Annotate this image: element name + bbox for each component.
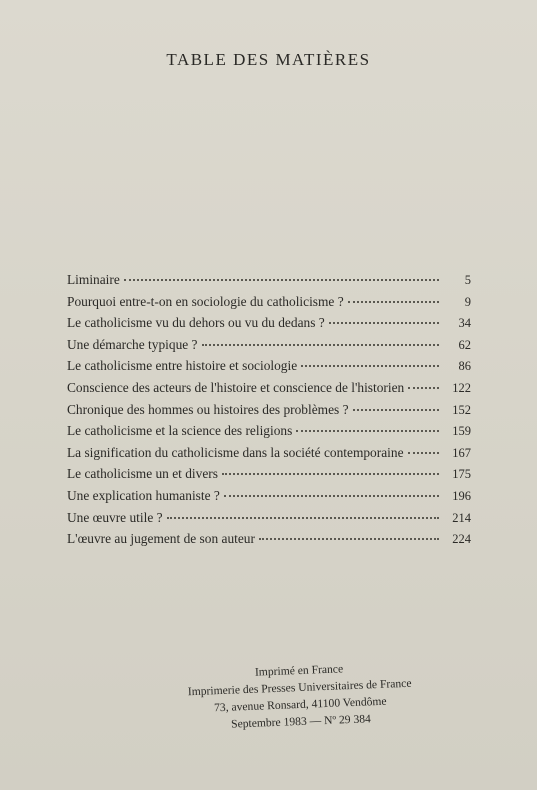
colophon-date-number: Septembre 1983 — Nº 29 384: [230, 712, 372, 731]
toc-entry: [67, 488, 471, 510]
toc-entry: [67, 315, 471, 337]
toc-entry-page: 175: [452, 467, 471, 482]
toc-leader-dots: [329, 322, 439, 324]
toc-entry-label: L'œuvre au jugement de son auteur: [67, 531, 255, 547]
toc-entry-label: Le catholicisme vu du dehors ou vu du dedans ?: [67, 315, 325, 331]
toc-entry-page: 224: [452, 532, 471, 547]
toc-entry-page: 167: [452, 445, 471, 460]
toc-entry-page: 34: [458, 316, 471, 331]
toc-entry-page: 5: [464, 273, 471, 287]
toc-entry: [67, 423, 471, 445]
toc-entry-label: Le catholicisme et la science des religions: [67, 423, 293, 439]
toc-leader-dots: [353, 409, 439, 411]
printer-colophon: [159, 657, 441, 736]
toc-entry-label: Pourquoi entre-t-on en sociologie du catholicisme ?: [67, 293, 344, 309]
toc-leader-dots: [408, 387, 439, 389]
toc-entry-label: Le catholicisme entre histoire et sociologie: [67, 358, 298, 374]
toc-entry-label: La signification du catholicisme dans la société contemporaine: [67, 444, 404, 460]
toc-entry-label: Une démarche typique ?: [67, 336, 198, 352]
toc-entry: [67, 272, 471, 294]
toc-entry-label: Liminaire: [67, 272, 120, 287]
colophon-printed-in: Imprimé en France: [254, 662, 344, 679]
toc-leader-dots: [224, 495, 439, 497]
toc-leader-dots: [296, 430, 439, 432]
page-title: TABLE DES MATIÈRES: [166, 50, 371, 69]
toc-leader-dots: [301, 365, 439, 367]
toc-entry-page: 62: [458, 337, 471, 352]
toc-leader-dots: [259, 538, 439, 540]
toc-entry-page: 214: [452, 510, 471, 525]
toc-entry: [67, 358, 471, 380]
toc-entry: [67, 337, 471, 359]
toc-leader-dots: [348, 301, 439, 303]
colophon-printer: Imprimerie des Presses Universitaires de France: [187, 676, 412, 699]
toc-entry-page: 196: [452, 488, 471, 503]
table-of-contents: [67, 272, 471, 553]
toc-entry-label: Une œuvre utile ?: [67, 509, 163, 525]
toc-entry: [67, 510, 471, 532]
toc-entry-page: 9: [464, 294, 471, 309]
toc-entry-page: 122: [452, 380, 471, 395]
toc-entry: [67, 294, 471, 316]
toc-leader-dots: [124, 279, 439, 281]
toc-entry-page: 159: [452, 424, 471, 439]
toc-leader-dots: [202, 344, 440, 346]
toc-entry-page: 152: [452, 402, 471, 417]
toc-leader-dots: [167, 517, 439, 519]
toc-entry: [67, 445, 471, 467]
toc-entry-page: 86: [458, 359, 471, 374]
toc-entry: [67, 402, 471, 424]
toc-entry-label: Chronique des hommes ou histoires des problèmes ?: [67, 401, 349, 417]
toc-entry-label: Une explication humaniste ?: [67, 487, 220, 503]
toc-entry-label: Le catholicisme un et divers: [67, 466, 218, 482]
colophon-address: 73, avenue Ronsard, 41100 Vendôme: [213, 694, 387, 715]
toc-leader-dots: [222, 473, 439, 475]
toc-entry: [67, 531, 471, 553]
toc-entry-label: Conscience des acteurs de l'histoire et conscience de l'historien: [67, 379, 405, 395]
toc-entry: [67, 380, 471, 402]
toc-leader-dots: [408, 452, 439, 454]
toc-entry: [67, 466, 471, 488]
